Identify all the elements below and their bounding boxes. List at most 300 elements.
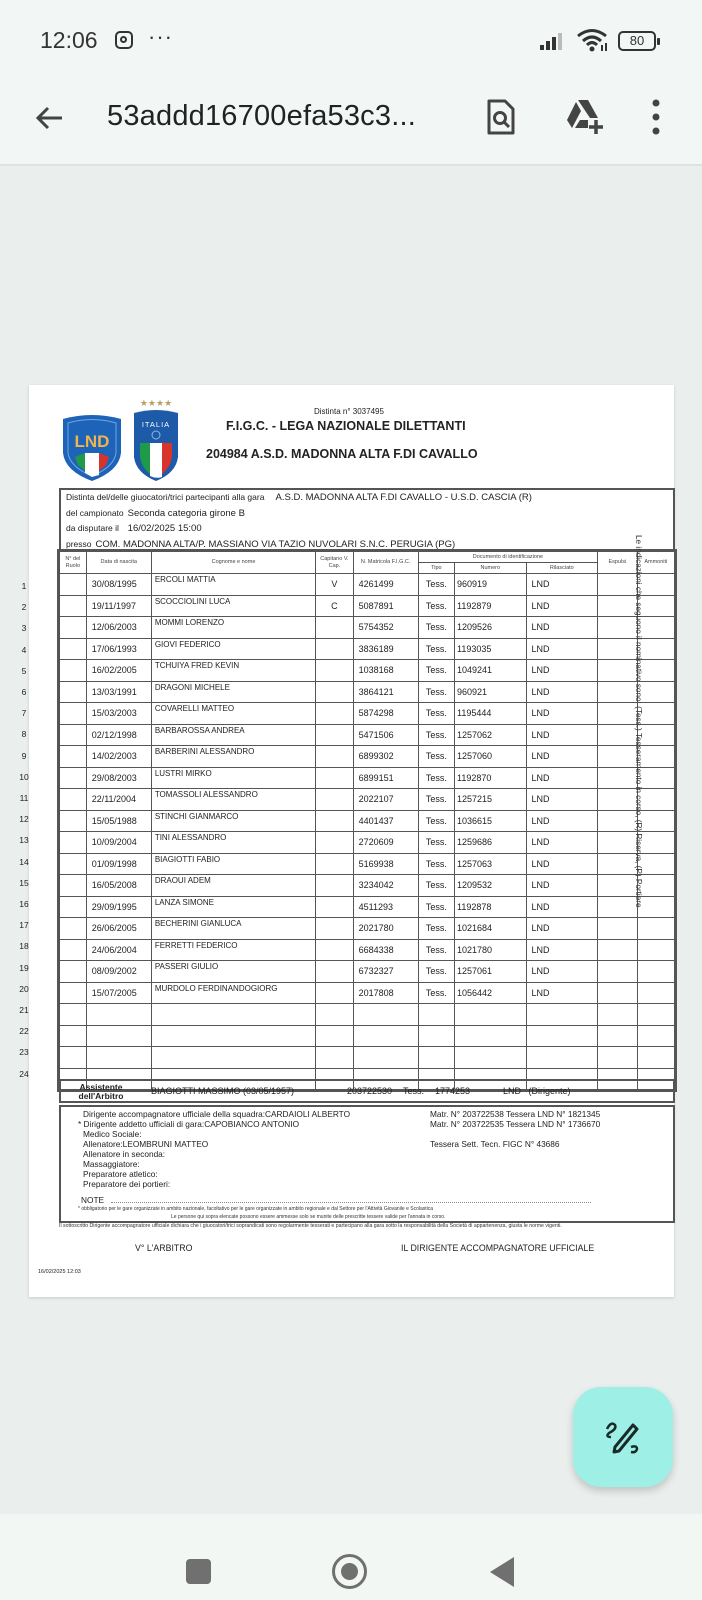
name-cell: BARBERINI ALESSANDRO xyxy=(151,746,315,768)
row-number: 8 xyxy=(21,729,27,740)
player-row xyxy=(60,918,675,940)
date-value: 16/02/2025 15:00 xyxy=(127,523,202,534)
tipo-cell: Tess. xyxy=(418,789,454,811)
row-number: 19 xyxy=(19,962,29,973)
matricola-cell: 2022107 xyxy=(353,789,418,811)
col-doc-group: Documento di identificazione xyxy=(418,552,597,563)
name-cell: BARBAROSSA ANDREA xyxy=(151,724,315,746)
ruolo-cell xyxy=(60,810,87,832)
ruolo-cell xyxy=(60,1047,87,1069)
assistant-tipo: Tess. xyxy=(403,1086,425,1096)
status-time: 12:06 xyxy=(40,27,98,53)
name-cell: TCHUIYA FRED KEVIN xyxy=(151,660,315,682)
wifi-icon xyxy=(576,28,610,52)
numero-cell: 1056442 xyxy=(455,982,527,1004)
dirigente-name: CARDAIOLI ALBERTO xyxy=(265,1109,351,1119)
tipo-cell xyxy=(418,1047,454,1069)
tipo-cell: Tess. xyxy=(418,853,454,875)
row-number: 14 xyxy=(19,856,29,867)
captain-cell xyxy=(316,638,353,660)
rilasciato-cell: LND xyxy=(526,681,598,703)
matricola-cell: 2021780 xyxy=(353,918,418,940)
federation-title: F.I.G.C. - LEGA NAZIONALE DILETTANTI xyxy=(226,419,466,433)
instagram-icon xyxy=(115,31,133,49)
back-icon[interactable] xyxy=(490,1557,514,1587)
col-rilasciato: Rilasciato xyxy=(526,563,598,574)
captain-cell xyxy=(316,724,353,746)
ammoniti-cell xyxy=(637,961,674,983)
ruolo-cell xyxy=(60,1004,87,1026)
matricola-cell xyxy=(353,1004,418,1026)
ammoniti-cell xyxy=(637,1004,674,1026)
row-number: 2 xyxy=(21,602,27,613)
birth-cell xyxy=(86,1047,151,1069)
signal-icon xyxy=(538,32,568,50)
col-espulsi: Espulsi xyxy=(598,552,638,574)
espulsi-cell xyxy=(598,982,638,1004)
player-row xyxy=(60,1047,675,1069)
numero-cell: 1257060 xyxy=(455,746,527,768)
player-row xyxy=(60,724,675,746)
birth-cell: 01/09/1998 xyxy=(86,853,151,875)
matricola-cell: 2720609 xyxy=(353,832,418,854)
row-number: 3 xyxy=(21,623,27,634)
row-number: 9 xyxy=(21,750,27,761)
tipo-cell: Tess. xyxy=(418,939,454,961)
tipo-cell: Tess. xyxy=(418,982,454,1004)
rilasciato-cell xyxy=(526,1047,598,1069)
name-cell: ERCOLI MATTIA xyxy=(151,574,315,596)
espulsi-cell xyxy=(598,1004,638,1026)
player-row xyxy=(60,617,675,639)
birth-cell: 19/11/1997 xyxy=(86,595,151,617)
status-bar xyxy=(0,0,702,80)
vice-label: Allenatore in seconda: xyxy=(83,1149,166,1159)
row-number: 5 xyxy=(21,665,27,676)
tipo-cell: Tess. xyxy=(418,746,454,768)
recent-apps-icon[interactable] xyxy=(186,1559,211,1584)
name-cell: PASSERI GIULIO xyxy=(151,961,315,983)
birth-cell: 14/02/2003 xyxy=(86,746,151,768)
name-cell: LUSTRI MIRKO xyxy=(151,767,315,789)
dirigente-ids: Matr. N° 203722538 Tessera LND N° 1821345 xyxy=(430,1109,601,1119)
rilasciato-cell: LND xyxy=(526,961,598,983)
player-row xyxy=(60,638,675,660)
ruolo-cell xyxy=(60,832,87,854)
navigation-bar xyxy=(0,1514,702,1600)
ruolo-cell xyxy=(60,982,87,1004)
captain-cell xyxy=(316,660,353,682)
name-cell: MOMMI LORENZO xyxy=(151,617,315,639)
captain-cell xyxy=(316,617,353,639)
numero-cell: 1257063 xyxy=(455,853,527,875)
rilasciato-cell: LND xyxy=(526,875,598,897)
player-row xyxy=(60,595,675,617)
lnd-logo xyxy=(61,413,123,483)
ruolo-cell xyxy=(60,875,87,897)
tipo-cell: Tess. xyxy=(418,595,454,617)
name-cell xyxy=(151,1025,315,1047)
tipo-cell: Tess. xyxy=(418,660,454,682)
players-table xyxy=(59,551,675,1090)
player-row xyxy=(60,1025,675,1047)
espulsi-cell xyxy=(598,961,638,983)
numero-cell: 1195444 xyxy=(455,703,527,725)
tipo-cell: Tess. xyxy=(418,918,454,940)
matricola-cell: 4261499 xyxy=(353,574,418,596)
numero-cell: 960921 xyxy=(455,681,527,703)
ruolo-cell xyxy=(60,939,87,961)
player-row xyxy=(60,746,675,768)
captain-cell xyxy=(316,810,353,832)
numero-cell xyxy=(455,1047,527,1069)
distinta-number: Distinta n° 3037495 xyxy=(314,407,384,416)
matricola-cell: 5169938 xyxy=(353,853,418,875)
rilasciato-cell: LND xyxy=(526,660,598,682)
numero-cell xyxy=(455,1025,527,1047)
player-row xyxy=(60,853,675,875)
matricola-cell: 4401437 xyxy=(353,810,418,832)
add-to-drive-icon[interactable] xyxy=(566,98,606,136)
ruolo-cell xyxy=(60,853,87,875)
rilasciato-cell: LND xyxy=(526,703,598,725)
portieri-label: Preparatore dei portieri: xyxy=(83,1179,171,1189)
birth-cell: 02/12/1998 xyxy=(86,724,151,746)
player-row xyxy=(60,810,675,832)
captain-cell xyxy=(316,789,353,811)
allenatore-label: Allenatore: xyxy=(83,1139,123,1149)
home-icon[interactable] xyxy=(332,1554,367,1589)
ruolo-cell xyxy=(60,918,87,940)
row-number: 23 xyxy=(19,1047,29,1058)
numero-cell: 1257062 xyxy=(455,724,527,746)
birth-cell xyxy=(86,1004,151,1026)
numero-cell: 1036615 xyxy=(455,810,527,832)
tipo-cell: Tess. xyxy=(418,681,454,703)
back-arrow-icon[interactable] xyxy=(32,100,68,136)
name-cell: MURDOLO FERDINANDOGIORG xyxy=(151,982,315,1004)
captain-cell xyxy=(316,853,353,875)
print-date: 16/02/2025 12:03 xyxy=(38,1269,81,1275)
ruolo-cell xyxy=(60,746,87,768)
row-number: 21 xyxy=(19,1005,29,1015)
player-row xyxy=(60,789,675,811)
allenatore-ids: Tessera Sett. Tecn. FIGC N° 43686 xyxy=(430,1139,560,1149)
row-number: 18 xyxy=(19,941,29,952)
birth-cell: 12/06/2003 xyxy=(86,617,151,639)
figc-italia-logo xyxy=(131,397,181,483)
name-cell: TOMASSOLI ALESSANDRO xyxy=(151,789,315,811)
row-number: 10 xyxy=(19,771,29,782)
name-cell: BECHERINI GIANLUCA xyxy=(151,918,315,940)
captain-cell xyxy=(316,896,353,918)
more-vert-icon[interactable] xyxy=(650,98,662,136)
numero-cell: 1193035 xyxy=(455,638,527,660)
numero-cell: 1259686 xyxy=(455,832,527,854)
dirigente-label: Dirigente accompagnatore ufficiale della squadra: xyxy=(83,1109,266,1119)
row-number: 16 xyxy=(19,899,29,909)
player-row xyxy=(60,681,675,703)
row-number: 24 xyxy=(19,1068,29,1079)
rilasciato-cell: LND xyxy=(526,789,598,811)
name-cell: STINCHI GIANMARCO xyxy=(151,810,315,832)
row-number: 7 xyxy=(21,708,27,719)
espulsi-cell xyxy=(598,1025,638,1047)
player-row xyxy=(60,574,675,596)
fine-print-1: * obbligatorio per le gare organizzate in ambito nazionale, facoltativo per le gare organizzate in ambito regionale e dal Settore per l'Attività Giovanile e Scolastica xyxy=(78,1206,434,1212)
annotate-pen-icon xyxy=(603,1417,643,1457)
tipo-cell: Tess. xyxy=(418,896,454,918)
rilasciato-cell: LND xyxy=(526,638,598,660)
annotate-button[interactable] xyxy=(573,1387,673,1487)
svg-text:★★★★: ★★★★ xyxy=(139,398,173,408)
captain-cell xyxy=(316,939,353,961)
rilasciato-cell xyxy=(526,1004,598,1026)
birth-cell: 10/09/2004 xyxy=(86,832,151,854)
player-row xyxy=(60,939,675,961)
match-label: Distinta del/delle giuocatori/trici partecipanti alla gara xyxy=(66,492,265,502)
name-cell xyxy=(151,1004,315,1026)
tipo-cell: Tess. xyxy=(418,961,454,983)
pdf-page[interactable] xyxy=(19,385,674,1297)
signature-dirigente: IL DIRIGENTE ACCOMPAGNATORE UFFICIALE xyxy=(401,1243,595,1253)
ammoniti-cell xyxy=(637,918,674,940)
assistant-label: Assistente dell'Arbitro xyxy=(78,1082,124,1101)
col-numero: Numero xyxy=(455,563,527,574)
numero-cell: 960919 xyxy=(455,574,527,596)
allenatore-name: LEOMBRUNI MATTEO xyxy=(122,1139,209,1149)
tipo-cell: Tess. xyxy=(418,724,454,746)
ruolo-cell xyxy=(60,703,87,725)
captain-cell xyxy=(316,918,353,940)
ammoniti-cell xyxy=(637,939,674,961)
matricola-cell: 5087891 xyxy=(353,595,418,617)
espulsi-cell xyxy=(598,939,638,961)
birth-cell: 08/09/2002 xyxy=(86,961,151,983)
venue-value: COM. MADONNA ALTA/P. MASSIANO VIA TAZIO NUVOLARI S.N.C. PERUGIA (PG) xyxy=(95,538,456,550)
row-number: 4 xyxy=(21,644,27,655)
player-row xyxy=(60,1004,675,1026)
name-cell: DRAOUI ADEM xyxy=(151,875,315,897)
col-name: Cognome e nome xyxy=(151,552,315,574)
tipo-cell: Tess. xyxy=(418,638,454,660)
captain-cell: V xyxy=(316,574,353,596)
captain-cell xyxy=(316,681,353,703)
rilasciato-cell xyxy=(526,1025,598,1047)
captain-cell xyxy=(316,1025,353,1047)
birth-cell: 15/03/2003 xyxy=(86,703,151,725)
captain-cell xyxy=(316,832,353,854)
col-captain: Capitano V. Cap. xyxy=(316,552,353,574)
row-number: 20 xyxy=(19,983,29,994)
app-bar xyxy=(0,80,702,166)
name-cell: TINI ALESSANDRO xyxy=(151,832,315,854)
tipo-cell xyxy=(418,1004,454,1026)
tipo-cell: Tess. xyxy=(418,617,454,639)
matricola-cell: 5471506 xyxy=(353,724,418,746)
name-cell: COVARELLI MATTEO xyxy=(151,703,315,725)
rilasciato-cell: LND xyxy=(526,896,598,918)
birth-cell: 15/07/2005 xyxy=(86,982,151,1004)
rilasciato-cell: LND xyxy=(526,724,598,746)
player-row xyxy=(60,832,675,854)
row-number: 17 xyxy=(19,920,29,931)
matricola-cell: 6899151 xyxy=(353,767,418,789)
italia-logo-text: ITALIA xyxy=(141,420,171,429)
captain-cell xyxy=(316,982,353,1004)
name-cell: GIOVI FEDERICO xyxy=(151,638,315,660)
championship-value: Seconda categoria girone B xyxy=(127,507,245,519)
matricola-cell: 5874298 xyxy=(353,703,418,725)
rilasciato-cell: LND xyxy=(526,617,598,639)
numero-cell: 1021780 xyxy=(455,939,527,961)
addetto-ids: Matr. N° 203722535 Tessera LND N° 1736670 xyxy=(430,1119,601,1129)
numero-cell: 1192870 xyxy=(455,767,527,789)
birth-cell: 16/05/2008 xyxy=(86,875,151,897)
name-cell: LANZA SIMONE xyxy=(151,896,315,918)
row-number: 11 xyxy=(19,793,29,803)
venue-label: presso xyxy=(66,538,92,549)
ammoniti-cell xyxy=(637,1025,674,1047)
addetto-name: CAPOBIANCO ANTONIO xyxy=(204,1119,300,1129)
col-tipo: Tipo xyxy=(418,563,454,574)
col-ammoniti: Ammoniti xyxy=(637,552,674,574)
tipo-cell: Tess. xyxy=(418,767,454,789)
captain-cell xyxy=(316,703,353,725)
birth-cell: 17/06/1993 xyxy=(86,638,151,660)
captain-cell xyxy=(316,875,353,897)
matricola-cell: 6899302 xyxy=(353,746,418,768)
championship-label: del campionato xyxy=(66,507,124,518)
birth-cell: 26/06/2005 xyxy=(86,918,151,940)
name-cell: DRAGONI MICHELE xyxy=(151,681,315,703)
matricola-cell: 1038168 xyxy=(353,660,418,682)
match-info xyxy=(59,488,675,551)
medico-label: Medico Sociale: xyxy=(83,1129,142,1139)
massaggiatore-label: Massaggiatore: xyxy=(83,1159,140,1169)
club-title: 204984 A.S.D. MADONNA ALTA F.DI CAVALLO xyxy=(206,447,478,461)
matricola-cell: 4511293 xyxy=(353,896,418,918)
numero-cell xyxy=(455,1004,527,1026)
find-in-document-icon[interactable] xyxy=(486,98,516,136)
birth-cell: 24/06/2004 xyxy=(86,939,151,961)
side-note-text: Le indicazioni che seguono il nominativo sono: (Tess.) Tesseramento in corso, (R) Riserva, (P) Portiere xyxy=(634,535,643,908)
assistant-referee-row xyxy=(59,1079,675,1103)
assistant-numero: 1774253 xyxy=(435,1086,471,1096)
row-number: 12 xyxy=(19,814,29,825)
player-row xyxy=(60,875,675,897)
matricola-cell: 6732327 xyxy=(353,961,418,983)
ruolo-cell xyxy=(60,574,87,596)
rilasciato-cell: LND xyxy=(526,595,598,617)
atletico-label: Preparatore atletico: xyxy=(83,1169,158,1179)
battery-indicator: 80 xyxy=(618,31,656,51)
rilasciato-cell: LND xyxy=(526,767,598,789)
addetto-label: * Dirigente addetto ufficiali di gara: xyxy=(78,1119,205,1129)
ruolo-cell xyxy=(60,660,87,682)
player-row xyxy=(60,896,675,918)
side-note xyxy=(627,535,641,935)
match-value: A.S.D. MADONNA ALTA F.DI CAVALLO - U.S.D. CASCIA (R) xyxy=(275,492,532,503)
tipo-cell: Tess. xyxy=(418,574,454,596)
player-row xyxy=(60,961,675,983)
note-line xyxy=(111,1202,591,1203)
birth-cell: 16/02/2005 xyxy=(86,660,151,682)
row-number: 1 xyxy=(21,581,27,591)
numero-cell: 1192879 xyxy=(455,595,527,617)
rilasciato-cell: LND xyxy=(526,982,598,1004)
row-number: 6 xyxy=(21,687,27,697)
ruolo-cell xyxy=(60,1025,87,1047)
ruolo-cell xyxy=(60,767,87,789)
ammoniti-cell xyxy=(637,982,674,1004)
matricola-cell: 3836189 xyxy=(353,638,418,660)
rilasciato-cell: LND xyxy=(526,832,598,854)
tipo-cell: Tess. xyxy=(418,703,454,725)
birth-cell: 29/08/2003 xyxy=(86,767,151,789)
matricola-cell xyxy=(353,1047,418,1069)
captain-cell xyxy=(316,1047,353,1069)
numero-cell: 1209526 xyxy=(455,617,527,639)
rilasciato-cell: LND xyxy=(526,918,598,940)
name-cell: SCOCCIOLINI LUCA xyxy=(151,595,315,617)
signature-referee: V° L'ARBITRO xyxy=(135,1243,193,1253)
document-title: 53addd16700efa53c3... xyxy=(107,100,416,132)
captain-cell xyxy=(316,1004,353,1026)
fine-print-2: Le persone qui sopra elencate possono essere ammesse solo se munite delle prescritte tessere valide per l'annata in corso. xyxy=(171,1214,446,1220)
tipo-cell xyxy=(418,1025,454,1047)
player-row xyxy=(60,660,675,682)
col-birth: Data di nascita xyxy=(86,552,151,574)
matricola-cell: 3234042 xyxy=(353,875,418,897)
tipo-cell: Tess. xyxy=(418,832,454,854)
disclaimer: Il sottoscritto Dirigente accompagnatore ufficiale dichiara che i giuocatori/trici soprandicati sono regolarmente tesserati e partecipano alla gara sotto la responsabilità della Società di appartenenza, giusta le norme vigenti. xyxy=(59,1223,562,1229)
assistant-matricola: 203722530 xyxy=(347,1086,393,1096)
name-cell: FERRETTI FEDERICO xyxy=(151,939,315,961)
rilasciato-cell: LND xyxy=(526,853,598,875)
lnd-logo-text: LND xyxy=(74,432,110,451)
numero-cell: 1257215 xyxy=(455,789,527,811)
rilasciato-cell: LND xyxy=(526,574,598,596)
ruolo-cell xyxy=(60,681,87,703)
row-number: 13 xyxy=(19,835,29,846)
matricola-cell: 2017808 xyxy=(353,982,418,1004)
staff-section xyxy=(59,1105,675,1223)
numero-cell: 1049241 xyxy=(455,660,527,682)
matricola-cell xyxy=(353,1025,418,1047)
row-number: 22 xyxy=(19,1026,29,1037)
ruolo-cell xyxy=(60,638,87,660)
ruolo-cell xyxy=(60,617,87,639)
date-label: da disputare il xyxy=(66,523,119,533)
ammoniti-cell xyxy=(637,1047,674,1069)
col-ruolo: N° del Ruolo xyxy=(60,552,87,574)
ruolo-cell xyxy=(60,724,87,746)
birth-cell: 13/03/1991 xyxy=(86,681,151,703)
numero-cell: 1257061 xyxy=(455,961,527,983)
rilasciato-cell: LND xyxy=(526,810,598,832)
ruolo-cell xyxy=(60,789,87,811)
birth-cell: 29/09/1995 xyxy=(86,896,151,918)
espulsi-cell xyxy=(598,1047,638,1069)
player-row xyxy=(60,982,675,1004)
assistant-name: BIAGIOTTI MASSIMO (03/05/1957) xyxy=(151,1086,295,1096)
birth-cell: 15/05/1988 xyxy=(86,810,151,832)
player-row xyxy=(60,703,675,725)
numero-cell: 1021684 xyxy=(455,918,527,940)
rilasciato-cell: LND xyxy=(526,746,598,768)
note-label: NOTE xyxy=(81,1195,105,1205)
